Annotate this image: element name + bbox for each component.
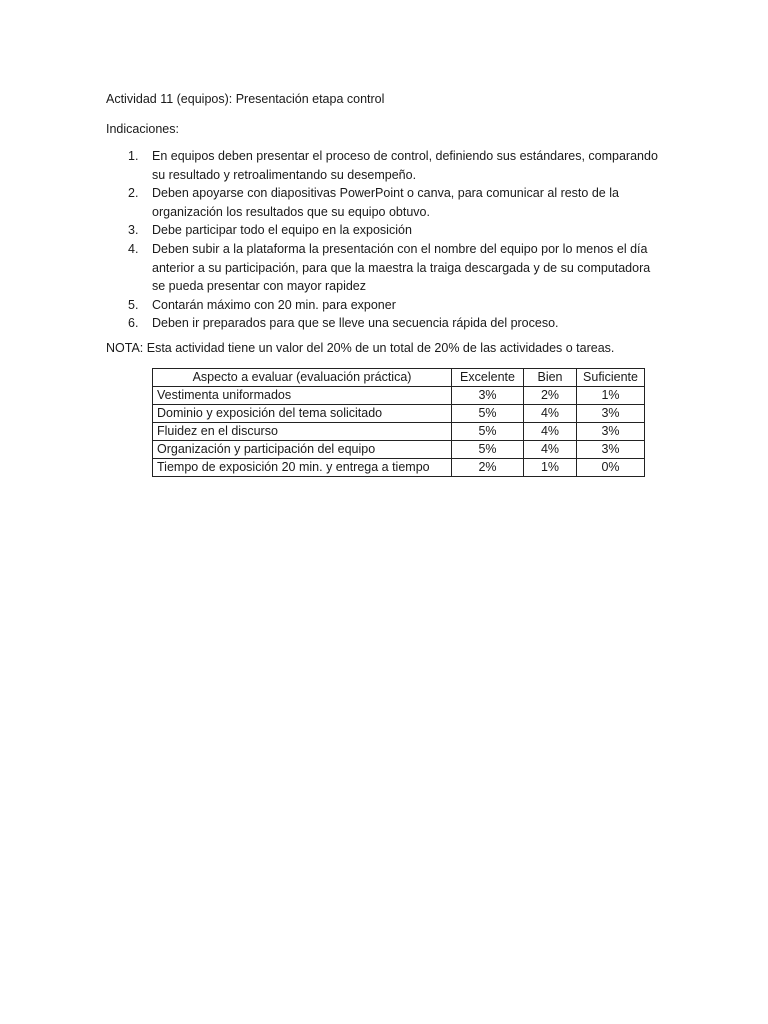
cell-aspect: Fluidez en el discurso [153,422,452,440]
list-item-number: 6. [128,316,139,331]
cell-aspect: Dominio y exposición del tema solicitado [153,404,452,422]
table-row [153,440,645,458]
list-item-text: Deben ir preparados para que se lleve una secuencia rápida del proceso. [152,316,559,331]
cell-excelente: 5% [452,440,524,458]
cell-aspect: Tiempo de exposición 20 min. y entrega a tiempo [153,458,452,476]
list-item [106,184,666,221]
list-item-text: En equipos deben presentar el proceso de control, definiendo sus estándares, comparando su resultado y retroalimentando su desempeño. [152,149,658,182]
cell-aspect: Organización y participación del equipo [153,440,452,458]
cell-bien: 4% [524,404,577,422]
header-aspect: Aspecto a evaluar (evaluación práctica) [153,368,452,386]
table-row [153,422,645,440]
list-item-number: 1. [128,149,139,163]
table-row [153,458,645,476]
cell-excelente: 2% [452,458,524,476]
list-item [106,147,666,184]
header-excelente: Excelente [452,368,524,386]
cell-suficiente: 3% [577,440,645,458]
cell-bien: 4% [524,440,577,458]
cell-suficiente: 1% [577,386,645,404]
note-text: NOTA: Esta actividad tiene un valor del 20% de un total de 20% de las actividades o tareas. [106,340,615,355]
list-item-number: 4. [128,241,139,256]
list-item [106,296,666,315]
list-item-number: 2. [128,186,139,201]
table-row [153,386,645,404]
list-item-text: Debe participar todo el equipo en la exposición [152,223,412,238]
cell-bien: 1% [524,458,577,476]
list-item-number: 3. [128,223,139,238]
cell-suficiente: 3% [577,404,645,422]
list-item-text: Deben subir a la plataforma la presentación con el nombre del equipo por lo menos el día anterior a su participación, para que la maestra la traiga descargada y de su computadora se pueda presentar con mayor rapidez [152,241,651,294]
cell-excelente: 5% [452,404,524,422]
list-item [106,314,666,333]
table-row [153,404,645,422]
list-item [106,240,666,296]
cell-excelente: 3% [452,386,524,404]
list-item-text: Contarán máximo con 20 min. para exponer [152,297,396,312]
cell-bien: 2% [524,386,577,404]
cell-bien: 4% [524,422,577,440]
indications-label: Indicaciones: [106,122,179,136]
table-header-row [153,368,645,386]
rubric-table [152,368,645,477]
list-item-text: Deben apoyarse con diapositivas PowerPoint o canva, para comunicar al resto de la organización los resultados que su equipo obtuvo. [152,186,619,219]
document-page [106,90,666,477]
header-bien: Bien [524,368,577,386]
list-item-number: 5. [128,297,139,312]
indications-list [106,147,666,333]
cell-excelente: 5% [452,422,524,440]
cell-aspect: Vestimenta uniformados [153,386,452,404]
cell-suficiente: 3% [577,422,645,440]
header-suficiente: Suficiente [577,368,645,386]
cell-suficiente: 0% [577,458,645,476]
document-title: Actividad 11 (equipos): Presentación etapa control [106,92,385,106]
list-item [106,221,666,240]
